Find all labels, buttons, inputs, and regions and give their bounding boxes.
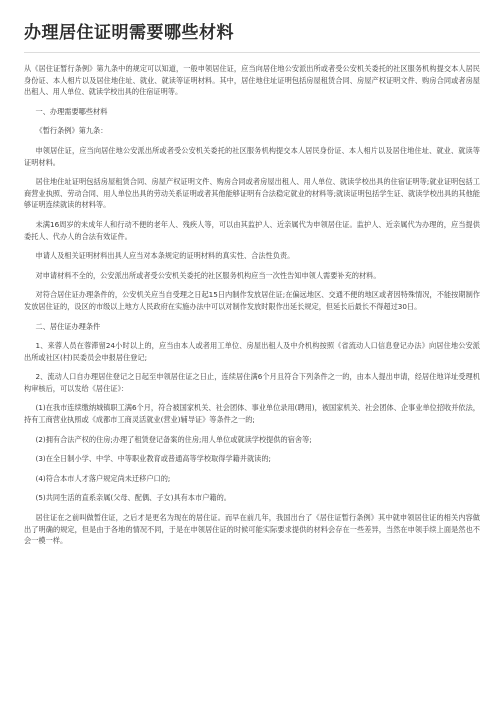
paragraph: 从《居住证暂行条例》第九条中的规定可以知道，一般申领居住证，应当向居住地公安派出所或者受公安机关委托的社区服务机构提交本人居民身份证、本人相片以及居住地住址、就业、就读等证明材料。其中，居住地住址证明包括房屋租赁合同、房屋产权证明文件、购房合同或者房屋出租人、用人单位、就读学校出具的住宿证明等。	[24, 64, 480, 97]
paragraph: 居住证在之前叫做暂住证，之后才是更名为现在的居住证。而早在前几年，我国出台了《居住证暂行条例》其中就申领居住证的相关内容做出了明确的规定，但是由于各地的情况不同，于是在申领居住证的时候可能实际要求提供的材料会存在一些差异，当然在申领手续上面是然也不会一模一样。	[24, 513, 480, 546]
paragraph: 未满16周岁的未成年人和行动不便的老年人、残疾人等，可以由其监护人、近亲属代为申领居住证。监护人、近亲属代为办理的，应当提供委托人、代办人的合法有效证件。	[24, 219, 480, 241]
title-divider	[24, 52, 480, 53]
article-body	[24, 63, 480, 547]
paragraph: 1、来蓉人员在蓉滞留24小时以上的，应当由本人或者用工单位、房屋出租人及中介机构按照《省流动人口信息登记办法》向居住地公安派出所或社区(村)民委员会申报居住登记;	[24, 341, 480, 362]
paragraph: 对符合居住证办理条件的，公安机关应当自受理之日起15日内制作发放居住证;在偏远地区、交通不便的地区或者因特殊情况，不能按期制作发放居住证的，设区的市级以上地方人民政府在实施办法中可以对制作发放时限作出延长规定，但延长后最长不得超过30日。	[24, 290, 480, 311]
section-heading: 二、居住证办理条件	[35, 321, 101, 331]
paragraph: (3)在全日制小学、中学、中等职业教育或普通高等学校取得学籍并就读的;	[35, 454, 271, 464]
paragraph: 对申请材料不全的，公安派出所或者受公安机关委托的社区服务机构应当一次性告知申领人需要补充的材料。	[35, 270, 381, 280]
section-heading: 一、办理需要哪些材料	[35, 106, 108, 116]
paragraph: (4)符合本市人才落户规定尚未迁移户口的;	[35, 473, 171, 483]
paragraph: 居住地住址证明包括房屋租赁合同、房屋产权证明文件、购房合同或者房屋出租人、用人单位、就读学校出具的住宿证明等;就业证明包括工商营业执照、劳动合同、用人单位出具的劳动关系证明或者其他能够证明有合法稳定就业的材料等;就读证明包括学生证、就读学校出具的其他能够证明连续就读的材料等。	[24, 177, 480, 210]
section-heading: 《暂行条例》第九条：	[35, 126, 108, 136]
paragraph: 2、流动人口自办理居住登记之日起至申领居住证之日止，连续居住满6个月且符合下列条件之一的，由本人提出申请，经居住地详址受理机构审核后，可以发给《居住证》：	[24, 372, 480, 393]
paragraph: 申领居住证，应当向居住地公安派出所或者受公安机关委托的社区服务机构提交本人居民身份证、本人相片以及居住地住址、就业、就读等证明材料。	[24, 145, 480, 167]
paragraph: (2)拥有合法产权的住房;办理了租赁登记备案的住房;用人单位或就读学校提供的宿舍等;	[35, 434, 312, 444]
paragraph: 申请人及相关证明材料出具人应当对本条规定的证明材料的真实性、合法性负责。	[35, 251, 295, 261]
paragraph: (5)共同生活的直系亲属(父母、配偶、子女)具有本市户籍的。	[35, 493, 231, 503]
page-title: 办理居住证明需要哪些材料	[24, 23, 234, 43]
paragraph: (1)在我市连续缴纳城镇职工满6个月，符合被国家机关、社会团体、事业单位录用(聘用)，被国家机关、社会团体、企事业单位招收并依法，持有工商营业执照或《成都市工商灵活就业(营业)辅导证》等条件之一的;	[24, 403, 480, 425]
